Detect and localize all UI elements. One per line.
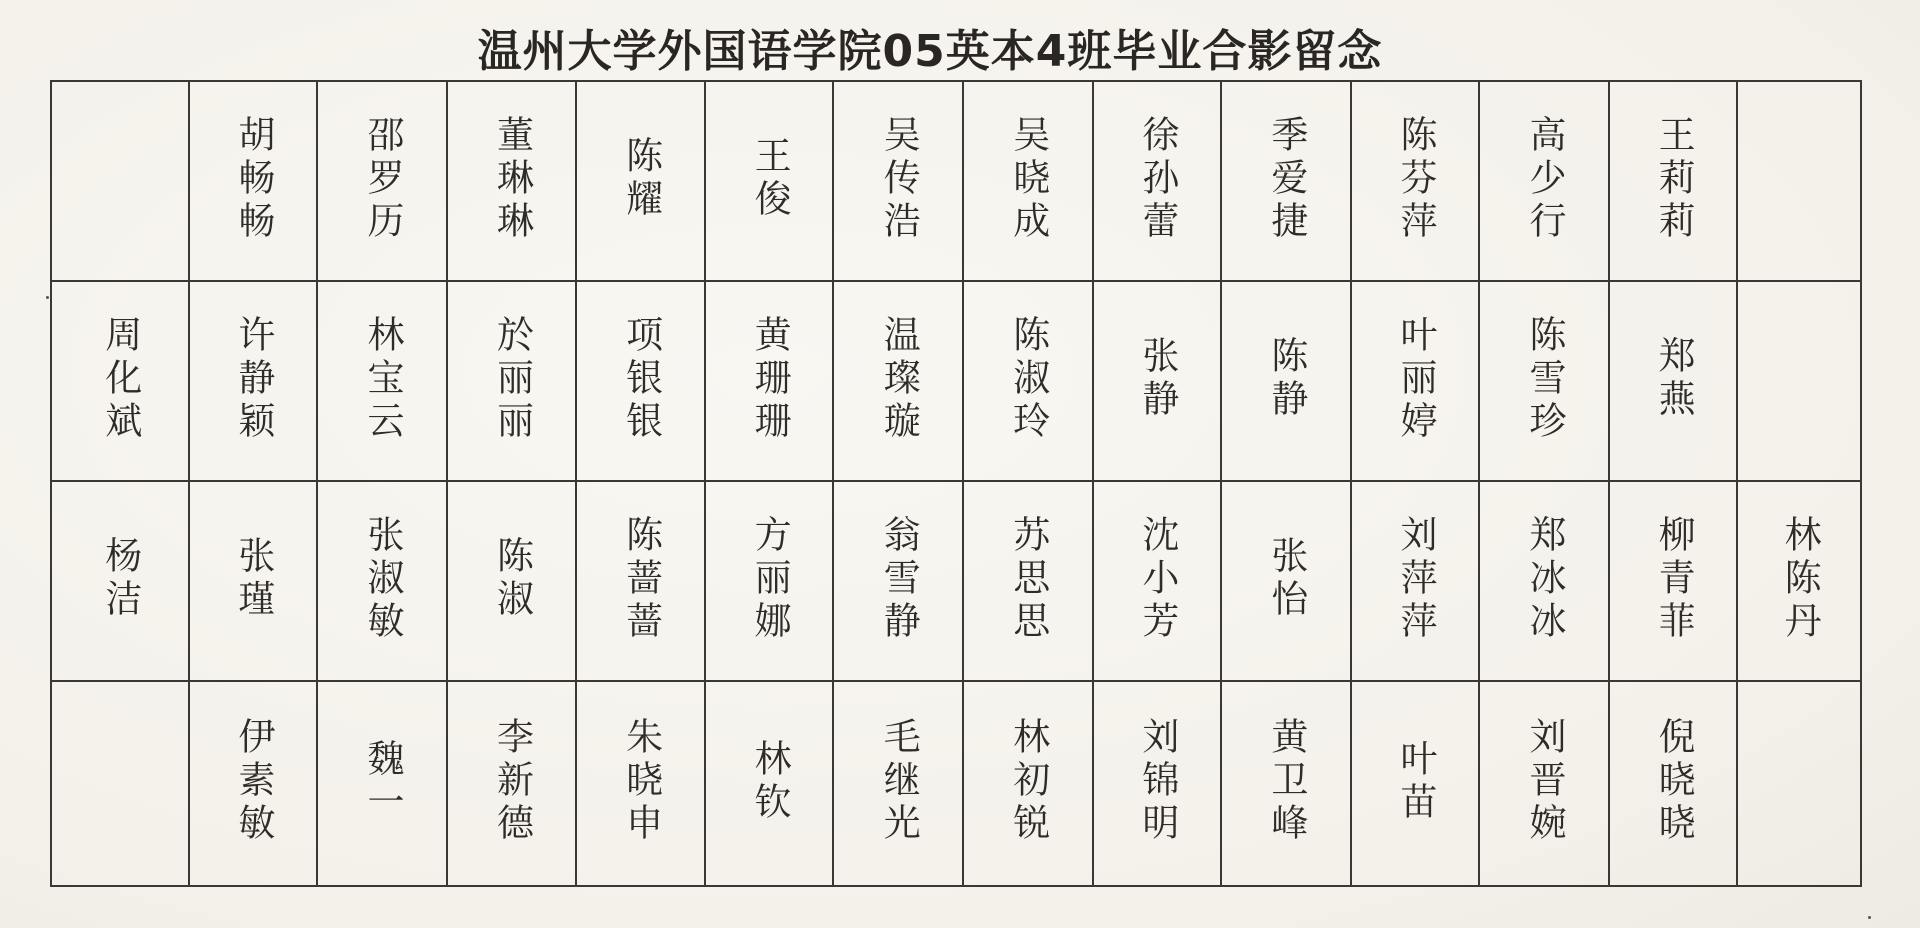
student-name: 於丽丽: [490, 314, 534, 444]
name-cell: [317, 281, 447, 481]
student-name: 王俊: [748, 136, 792, 222]
student-name: 杨洁: [98, 536, 142, 622]
name-cell: [1221, 481, 1351, 681]
name-cell: [1351, 281, 1480, 481]
name-cell: [1351, 481, 1480, 681]
student-name: 倪晓晓: [1652, 717, 1696, 846]
grid-row: [51, 81, 1861, 281]
name-cell: [705, 481, 834, 681]
name-cell: [963, 281, 1093, 481]
name-cell: [317, 681, 447, 886]
student-name: 陈蔷蔷: [619, 514, 663, 644]
name-cell: [317, 81, 447, 281]
student-name: 陈雪珍: [1523, 314, 1566, 444]
student-name: 柳青菲: [1652, 514, 1696, 644]
student-name: 项银银: [619, 314, 663, 444]
page-title: 温州大学外国语学院05英本4班毕业合影留念: [477, 26, 1383, 77]
student-name: 张淑敏: [360, 514, 404, 644]
student-name: 刘晋婉: [1523, 717, 1566, 846]
student-name: 刘萍萍: [1393, 514, 1437, 644]
name-cell: [189, 681, 318, 886]
student-name: 林钦: [748, 738, 792, 825]
name-cell: [1221, 281, 1351, 481]
name-cell: [1351, 681, 1480, 886]
student-name: 翁雪静: [877, 514, 921, 644]
name-cell: [1609, 281, 1738, 481]
student-name: 林宝云: [360, 314, 404, 444]
student-name: 董琳琳: [490, 114, 534, 244]
student-name: 温璨璇: [877, 314, 921, 444]
student-name: 黄珊珊: [748, 314, 792, 444]
empty-cell: [1737, 281, 1861, 481]
name-cell: [963, 681, 1093, 886]
student-name: 郑冰冰: [1523, 514, 1566, 644]
student-name: 陈淑玲: [1006, 314, 1050, 444]
student-name: 陈静: [1264, 336, 1308, 422]
name-cell: [447, 81, 577, 281]
name-cell: [705, 281, 834, 481]
name-cell: [1737, 481, 1861, 681]
name-cell: [833, 281, 963, 481]
dust-speck: [46, 296, 49, 299]
student-name: 陈芬萍: [1393, 114, 1437, 244]
dust-speck: [1868, 916, 1871, 919]
empty-cell: [1737, 81, 1861, 281]
name-cell: [576, 481, 705, 681]
name-cell: [51, 481, 189, 681]
name-cell: [189, 281, 318, 481]
student-name: 刘锦明: [1135, 717, 1179, 846]
student-name: 邵罗历: [360, 114, 404, 244]
student-name: 张瑾: [231, 536, 275, 622]
student-name: 王莉莉: [1652, 114, 1696, 244]
name-cell: [1093, 481, 1222, 681]
student-name: 许静颖: [231, 314, 275, 444]
name-cell: [576, 281, 705, 481]
student-name: 黄卫峰: [1264, 717, 1308, 846]
student-name: 魏一: [360, 738, 404, 825]
student-name: 周化斌: [98, 314, 142, 444]
student-name: 徐孙蕾: [1135, 114, 1179, 244]
student-name: 林初锐: [1006, 717, 1050, 846]
name-cell: [1609, 481, 1738, 681]
student-name: 毛继光: [877, 717, 921, 846]
name-cell: [1093, 281, 1222, 481]
student-name: 林陈丹: [1778, 514, 1822, 644]
name-cell: [1479, 81, 1609, 281]
student-name: 陈淑: [490, 536, 534, 622]
student-name: 张怡: [1264, 536, 1308, 622]
name-cell: [1093, 81, 1222, 281]
student-name: 陈耀: [619, 136, 663, 222]
student-name: 李新德: [490, 717, 534, 846]
name-cell: [1609, 81, 1738, 281]
name-cell: [963, 81, 1093, 281]
name-cell: [1479, 281, 1609, 481]
student-name: 苏思思: [1006, 514, 1050, 644]
name-cell: [1093, 681, 1222, 886]
student-name: 吴传浩: [877, 114, 921, 244]
name-cell: [705, 81, 834, 281]
student-name: 季爱捷: [1264, 114, 1308, 244]
name-grid: [50, 80, 1862, 887]
name-cell: [447, 481, 577, 681]
name-cell: [189, 481, 318, 681]
student-name: 胡畅畅: [231, 114, 275, 244]
name-cell: [1609, 681, 1738, 886]
name-cell: [576, 681, 705, 886]
name-cell: [1479, 681, 1609, 886]
name-cell: [447, 681, 577, 886]
grid-row: [51, 481, 1861, 681]
name-cell: [1221, 81, 1351, 281]
student-name: 朱晓申: [619, 717, 663, 846]
student-name: 高少行: [1523, 114, 1566, 244]
name-cell: [963, 481, 1093, 681]
name-cell: [317, 481, 447, 681]
grid-row: [51, 281, 1861, 481]
student-name: 伊素敏: [231, 717, 275, 846]
name-cell: [833, 481, 963, 681]
empty-cell: [51, 681, 189, 886]
student-name: 沈小芳: [1135, 514, 1179, 644]
name-cell: [447, 281, 577, 481]
name-cell: [833, 81, 963, 281]
name-cell: [1221, 681, 1351, 886]
name-cell: [1351, 81, 1480, 281]
student-name: 张静: [1135, 336, 1179, 422]
name-cell: [1479, 481, 1609, 681]
student-name: 郑燕: [1652, 336, 1696, 422]
name-cell: [576, 81, 705, 281]
student-name: 叶丽婷: [1393, 314, 1437, 444]
name-cell: [833, 681, 963, 886]
empty-cell: [51, 81, 189, 281]
grid-row: [51, 681, 1861, 886]
student-name: 吴晓成: [1006, 114, 1050, 244]
name-cell: [189, 81, 318, 281]
name-cell: [51, 281, 189, 481]
student-name: 方丽娜: [748, 514, 792, 644]
name-cell: [705, 681, 834, 886]
empty-cell: [1737, 681, 1861, 886]
student-name: 叶苗: [1393, 738, 1437, 825]
